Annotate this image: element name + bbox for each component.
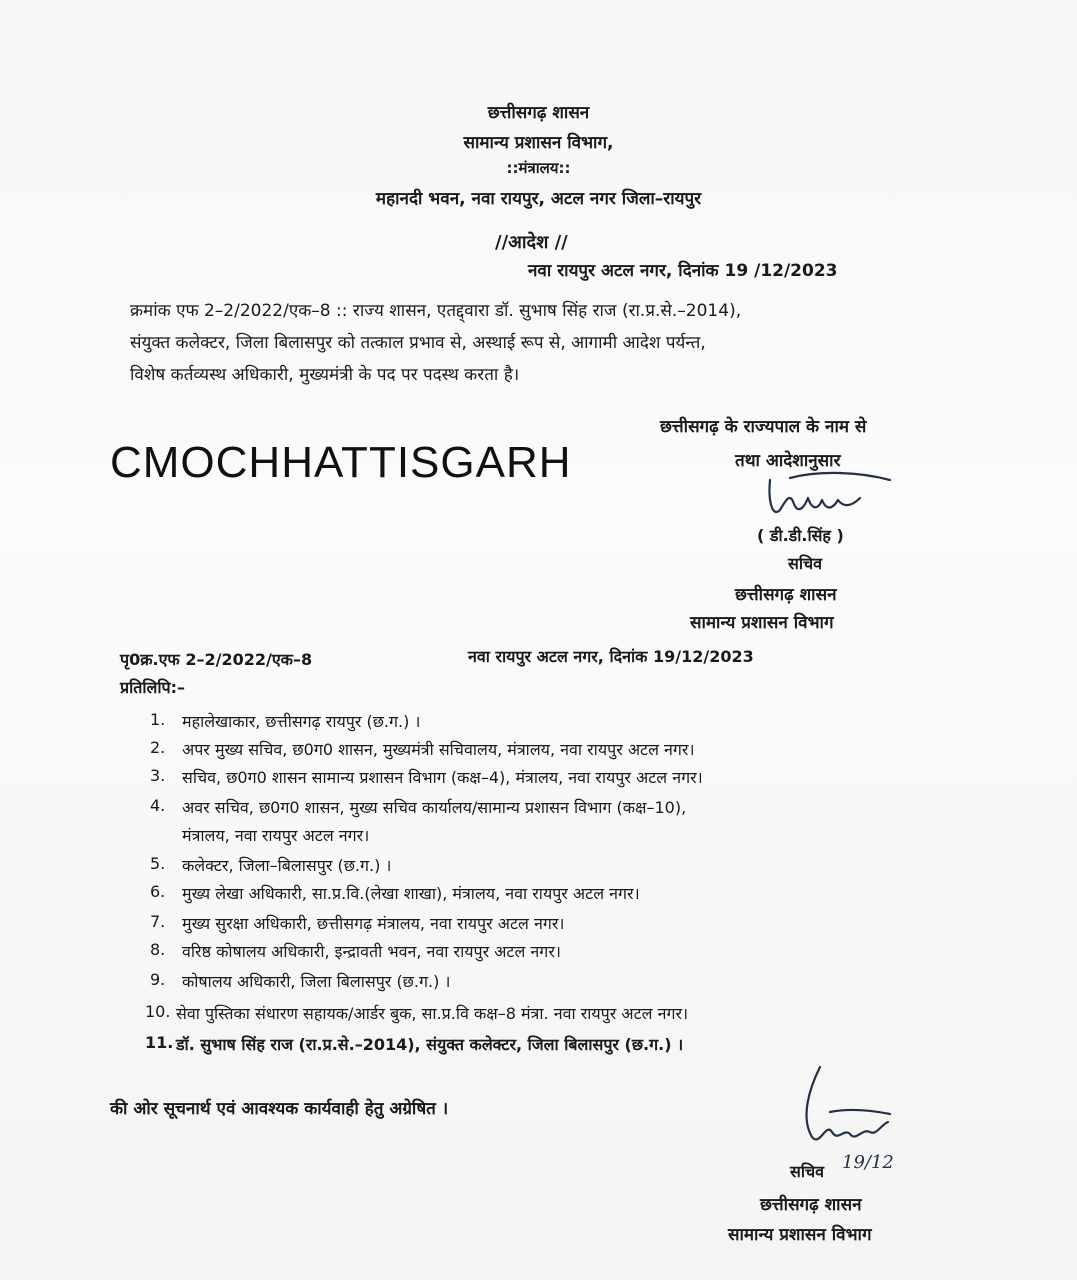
copy-item-2-num: 2. <box>150 738 166 757</box>
copy-item-8-num: 8. <box>150 940 166 959</box>
authority-org2: सामान्य प्रशासन विभाग <box>690 613 834 633</box>
copy-item-5: कलेक्टर, जिला–बिलासपुर (छ.ग.) । <box>182 856 392 875</box>
copy-label: प्रतिलिपि:– <box>120 678 185 697</box>
header-government: छत्तीसगढ़ शासन <box>487 103 590 123</box>
copy-item-10: सेवा पुस्तिका संधारण सहायक/आर्डर बुक, सा.प्र.वि कक्ष–8 मंत्रा. नवा रायपुर अटल नगर। <box>176 1004 689 1023</box>
footer-handwritten-date: 19/12 <box>842 1152 894 1173</box>
copy-item-4: अवर सचिव, छ0ग0 शासन, मुख्य सचिव कार्यालय/सामान्य प्रशासन विभाग (कक्ष–10), <box>182 798 687 817</box>
authority-org1: छत्तीसगढ़ शासन <box>735 585 837 605</box>
order-body-line1: क्रमांक एफ 2–2/2022/एक–8 :: राज्य शासन, एतद्द्वारा डॉ. सुभाष सिंह राज (रा.प्र.से.–2014), <box>130 301 742 321</box>
order-body-line3: विशेष कर्तव्यस्थ अधिकारी, मुख्यमंत्री के पद पर पदस्थ करता है। <box>130 365 520 385</box>
secretary-signature <box>760 470 900 530</box>
copy-item-9: कोषालय अधिकारी, जिला बिलासपुर (छ.ग.) । <box>182 972 451 991</box>
copy-item-5-num: 5. <box>150 854 166 873</box>
endorsement-number: पृ0क्र.एफ 2–2/2022/एक–8 <box>120 650 313 669</box>
header-address: महानदी भवन, नवा रायपुर, अटल नगर जिला–रायपुर <box>375 189 702 209</box>
copy-item-1-num: 1. <box>150 710 166 729</box>
footer-designation: सचिव <box>790 1162 825 1181</box>
order-title: //आदेश // <box>495 232 568 253</box>
footer-org1: छत्तीसगढ़ शासन <box>760 1195 862 1215</box>
header-department: सामान्य प्रशासन विभाग, <box>463 133 614 153</box>
copy-item-11: डॉ. सुभाष सिंह राज (रा.प्र.से.–2014), संयुक्त कलेक्टर, जिला बिलासपुर (छ.ग.) । <box>176 1035 684 1054</box>
copy-item-4-cont: मंत्रालय, नवा रायपुर अटल नगर। <box>182 826 370 845</box>
copy-item-3: सचिव, छ0ग0 शासन सामान्य प्रशासन विभाग (कक्ष–4), मंत्रालय, नवा रायपुर अटल नगर। <box>182 768 703 787</box>
endorsement-place-date: नवा रायपुर अटल नगर, दिनांक 19/12/2023 <box>468 647 754 666</box>
copy-item-9-num: 9. <box>150 970 166 989</box>
copy-item-11-num: 11. <box>145 1033 174 1052</box>
footer-signature <box>790 1062 920 1162</box>
copy-item-8: वरिष्ठ कोषालय अधिकारी, इन्द्रावती भवन, नवा रायपुर अटल नगर। <box>182 942 561 961</box>
forward-text: की ओर सूचनार्थ एवं आवश्यक कार्यवाही हेतु अग्रेषित । <box>110 1099 449 1119</box>
authority-line2: तथा आदेशानुसार <box>735 451 841 471</box>
header-ministry: ::मंत्रालय:: <box>506 159 571 177</box>
copy-item-4-num: 4. <box>150 796 166 815</box>
copy-item-1: महालेखाकार, छत्तीसगढ़ रायपुर (छ.ग.) । <box>182 712 421 731</box>
copy-item-2: अपर मुख्य सचिव, छ0ग0 शासन, मुख्यमंत्री सचिवालय, मंत्रालय, नवा रायपुर अटल नगर। <box>182 740 695 759</box>
watermark-text: CMOCHHATTISGARH <box>110 438 572 487</box>
order-body-line2: संयुक्त कलेक्टर, जिला बिलासपुर को तत्काल प्रभाव से, अस्थाई रूप से, आगामी आदेश पर्यन्त, <box>130 333 706 353</box>
copy-item-10-num: 10. <box>145 1002 171 1021</box>
copy-item-7: मुख्य सुरक्षा अधिकारी, छत्तीसगढ़ मंत्रालय, नवा रायपुर अटल नगर। <box>182 914 565 933</box>
order-place-date: नवा रायपुर अटल नगर, दिनांक 19 /12/2023 <box>528 261 838 281</box>
copy-item-3-num: 3. <box>150 766 166 785</box>
authority-designation: सचिव <box>788 554 823 573</box>
authority-line1: छत्तीसगढ़ के राज्यपाल के नाम से <box>660 417 867 437</box>
copy-item-6-num: 6. <box>150 882 166 901</box>
copy-item-7-num: 7. <box>150 912 166 931</box>
footer-org2: सामान्य प्रशासन विभाग <box>728 1225 872 1245</box>
authority-name: ( डी.डी.सिंह ) <box>757 526 844 545</box>
copy-item-6: मुख्य लेखा अधिकारी, सा.प्र.वि.(लेखा शाखा), मंत्रालय, नवा रायपुर अटल नगर। <box>182 884 640 903</box>
